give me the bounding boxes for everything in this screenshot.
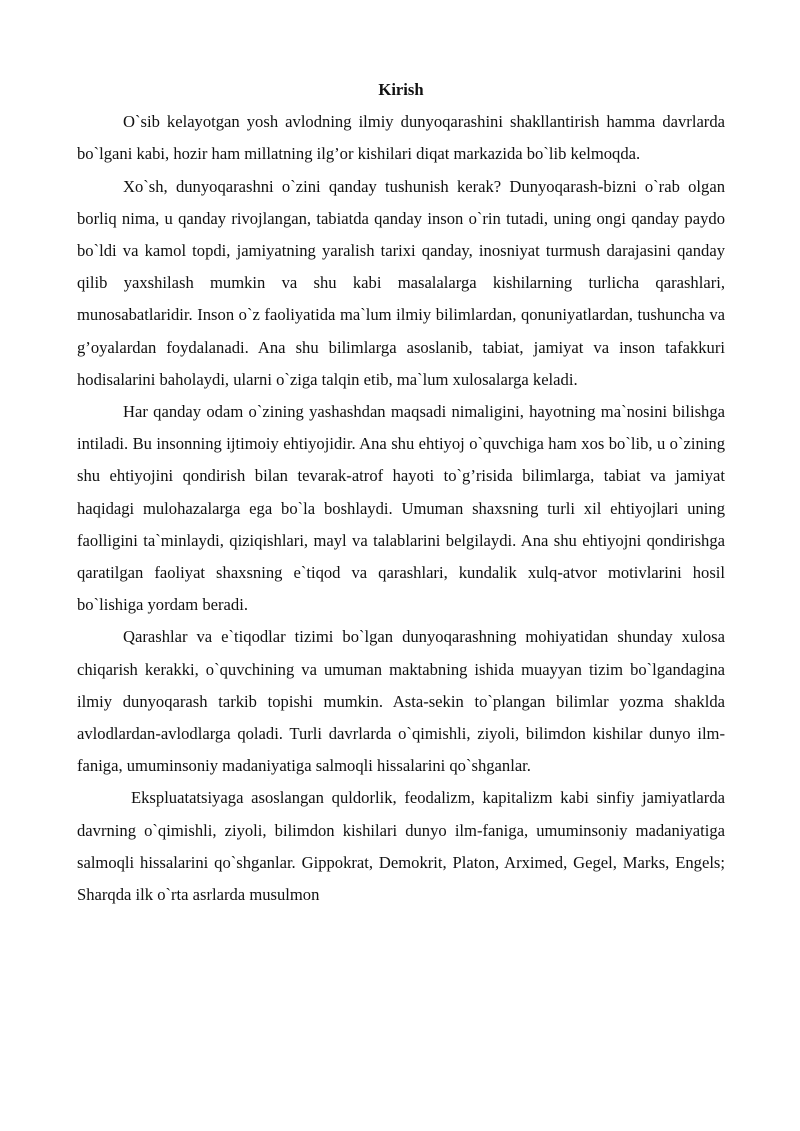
paragraph-1: O`sib kelayotgan yosh avlodning ilmiy dunyoqarashini shakllantirish hamma davrlarda bo`lgani kabi, hozir ham millatning ilg’or kishilari diqat markazida bo`lib kelmoqda. [77,112,725,164]
document-page [77,74,725,911]
paragraph-4: Qarashlar va e`tiqodlar tizimi bo`lgan dunyoqarashning mohiyatidan shunday xulosa chiqarish kerakki, o`quvchining va umuman maktabning ishida muayyan tizim bo`lgandagina ilmiy dunyoqarash tarkib topishi mumkin. Asta-sekin to`plangan bilimlar yozma shaklda avlodlardan-avlodlarga qoladi. Turli davrlarda o`qimishli, ziyoli, bilimdon kishilar dunyo ilm-faniga, umuminsoniy madaniyatiga salmoqli hissalarini qo`shganlar. [77,627,725,776]
document-title: Kirish [378,80,424,99]
paragraph-2: Xo`sh, dunyoqarashni o`zini qanday tushunish kerak? Dunyoqarash-bizni o`rab olgan borliq nima, u qanday rivojlangan, tabiatda qanday inson o`rin tutadi, uning ongi qanday paydo bo`ldi va kamol topdi, jamiyatning yaralish tarixi qanday, inosniyat turmush darajasini qanday qilib yaxshilash mumkin va shu kabi masalalarga kishilarning turlicha qarashlari, munosabatlaridir. Inson o`z faoliyatida ma`lum ilmiy bilimlardan, qonuniyatlardan, tushuncha va g’oyalardan foydalanadi. Ana shu bilimlarga asoslanib, tabiat, jamiyat va inson tafakkuri hodisalarini baholaydi, ularni o`ziga talqin etib, ma`lum xulosalarga keladi. [77,176,725,389]
paragraph-5: Ekspluatatsiyaga asoslangan quldorlik, feodalizm, kapitalizm kabi sinfiy jamiyatlarda davrning o`qimishli, ziyoli, bilimdon kishilari dunyo ilm-faniga, umuminsoniy madaniyatiga salmoqli hissalarini qo`shganlar. Gippokrat, Demokrit, Platon, Arximed, Gegel, Marks, Engels; Sharqda ilk o`rta asrlarda musulmon [77,788,725,905]
paragraph-3: Har qanday odam o`zining yashashdan maqsadi nimaligini, hayotning ma`nosini bilishga intiladi. Bu insonning ijtimoiy ehtiyojidir. Ana shu ehtiyoj o`quvchiga ham xos bo`lib, u o`zining shu ehtiyojini qondirish bilan tevarak-atrof hayoti to`g’risida bilimlarga, tabiat va jamiyat haqidagi mulohazalarga ega bo`la boshlaydi. Umuman shaxsning turli xil ehtiyojlari uning faolligini ta`minlaydi, qiziqishlari, mayl va talablarini belgilaydi. Ana shu ehtiyojni qondirishga qaratilgan faoliyat shaxsning e`tiqod va qarashlari, kundalik xulq-atvor motivlarini hosil bo`lishiga yordam beradi. [77,402,725,615]
